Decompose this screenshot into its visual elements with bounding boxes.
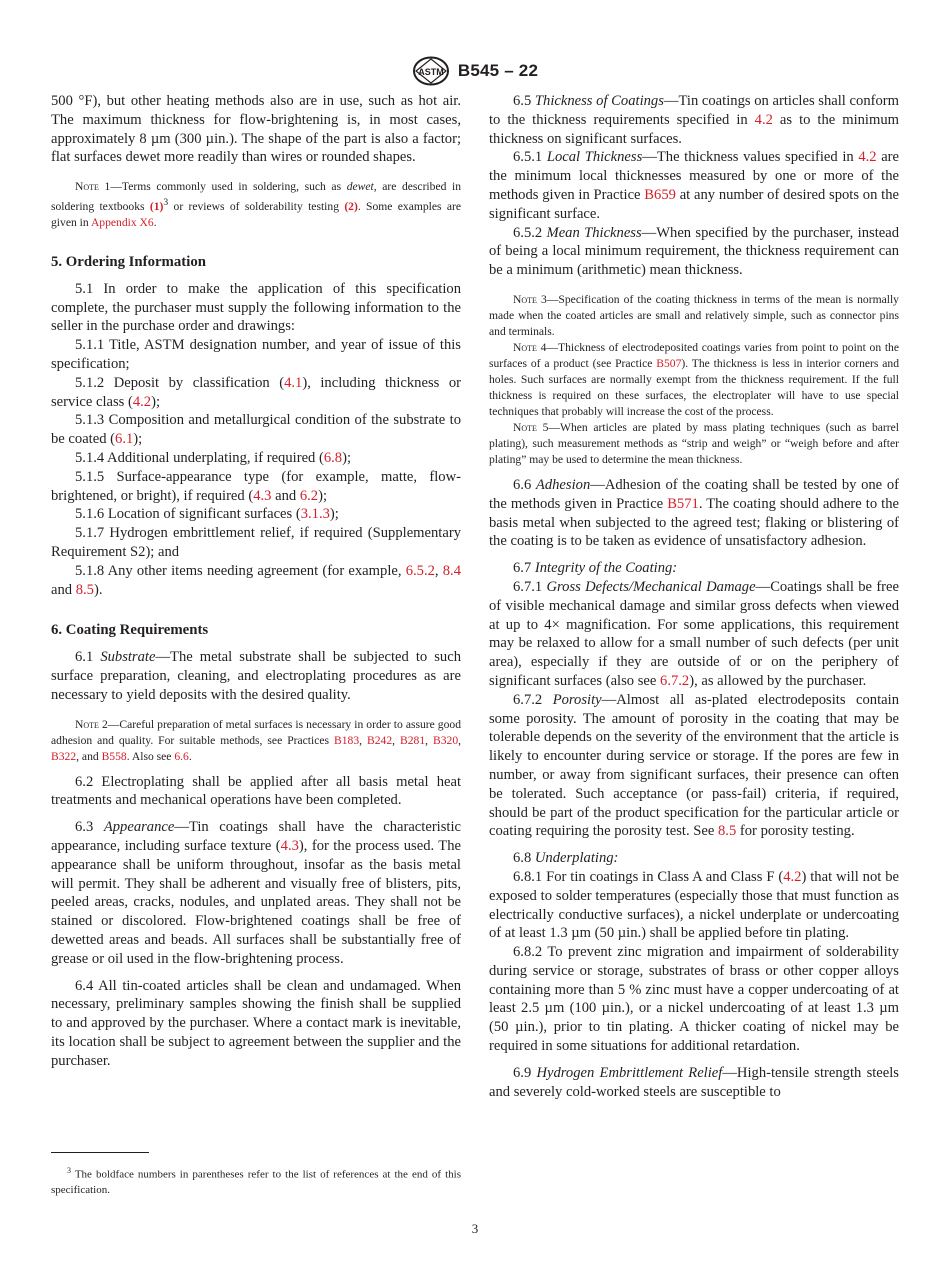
appendix-link[interactable]: Appendix X6 [90, 216, 154, 230]
footnote-divider [51, 1152, 149, 1153]
xref-link[interactable]: 6.5.2 [405, 562, 435, 579]
xref-link[interactable]: 4.2 [132, 393, 152, 410]
note-2: Note 2—Careful preparation of metal surfaces is necessary in order to assure good adhesion and quality. For suitable methods, see Practices B183, B242, B281, B320, B322, and B558. Also see 6.6. [51, 717, 462, 763]
standard-link[interactable]: B507 [656, 356, 682, 370]
xref-link[interactable]: 6.1 [115, 431, 134, 448]
paragraph-continued: 500 °F), but other heating methods also are in use, such as hot air. The maximum thickness for flow-brightening is, in most cases, approximately 8 µm (300 µin.). The shape of the part is also a factor; flat surfaces dewet more readily than wires or rounded shapes. [51, 93, 461, 166]
note-1: Note 1—Terms commonly used in soldering, such as dewet, are described in soldering textbooks $(1)^3$ or reviews of solderability testing (2). Some examples are given in Appendix X6. [51, 180, 462, 230]
page-header [0, 56, 950, 86]
ref-link-2[interactable]: (2) [344, 200, 358, 214]
section-5-title: 5. Ordering Information [51, 254, 206, 271]
para-6-8-2: 6.8.2 To prevent zinc migration and impairment of solderability during service or storage, substrates of brass or other copper alloys containing more than 5 % zinc must have a copper undercoating of at least 2.5 µm (100 µin.), or a nickel undercoating of at least 1.3 µm (50 µin.), prior to tin plating. A thicker coating of nickel may be required in some situations for additional retardation. [489, 944, 899, 1055]
para-6-2: 6.2 Electroplating shall be applied after all basis metal heat treatments and mechanical operations have been completed. [51, 773, 461, 809]
page-number: 3 [471, 1221, 479, 1236]
xref-link[interactable]: 6.6 [174, 749, 189, 763]
standard-link[interactable]: B281 [400, 733, 426, 747]
para-6-4: 6.4 All tin-coated articles shall be clean and undamaged. When necessary, preliminary samples showing the finish shall be supplied to and approved by the purchaser. Where a contact mark is inevitable, its location shall be subject to agreement between the supplier and the purchaser. [51, 977, 461, 1069]
para-6-7: 6.7 Integrity of the Coating: [513, 560, 678, 577]
para-5-1-4: 5.1.4 Additional underplating, if required (6.8); [75, 450, 352, 467]
para-6-7-2: 6.7.2 Porosity—Almost all as-plated electrodeposits contain some porosity. The amount of porosity in the coating that may be tolerable depends on the severity of the environment that the article is likely to encounter during service or storage. If the pores are few in number, or away from significant surfaces, their presence can often be tolerated. Such acceptance (or pass-fail) criteria, if required, should be part of the product specification for the particular article or coating requiring the porosity test. See 8.5 for porosity testing. [489, 691, 899, 840]
para-6-8: 6.8 Underplating: [513, 850, 619, 867]
standard-link[interactable]: B183 [334, 733, 360, 747]
standard-link[interactable]: B322 [51, 749, 77, 763]
para-5-1-1: 5.1.1 Title, ASTM designation number, and year of issue of this specification; [51, 337, 461, 373]
para-6-5-1: 6.5.1 Local Thickness—The thickness values specified in 4.2 are the minimum local thicknesses measured by one or more of the methods given in Practice B659 at any number of desired spots on the significant surface. [489, 149, 900, 222]
xref-link[interactable]: 8.4 [442, 562, 461, 579]
para-6-1: 6.1 Substrate—The metal substrate shall be subjected to such surface preparation, cleaning, and electroplating procedures as are necessary to yield deposits with the desired quality. [51, 649, 462, 703]
xref-link[interactable]: 4.1 [284, 374, 303, 391]
note-4: Note 4—Thickness of electrodeposited coatings varies from point to point on the surfaces of a product (see Practice B507). The thickness is less in interior corners and holes. Such surfaces are normally exempt from the thickness requirement. If the full thickness is required on these surfaces, the electroplater will have to use special techniques that probably will increase the cost of the process. [489, 340, 899, 418]
note-5: Note 5—When articles are plated by mass plating techniques (such as barrel plating), such measurement methods as “strip and weigh” or “weigh before and after plating” may be used to determine the mean thickness. [489, 420, 899, 466]
standard-link[interactable]: B320 [433, 733, 459, 747]
ref-link-1[interactable]: (1) [149, 200, 164, 214]
xref-link[interactable]: 4.2 [754, 111, 773, 128]
para-6-3: 6.3 Appearance—Tin coatings shall have the characteristic appearance, including surface texture (4.3), for the process used. The appearance shall be uniform throughout, insofar as the basis metal will permit. They shall be adherent and visually free of blisters, pits, peeled areas, cracks, nodules, and unplated areas. They shall not be stained or discolored. Flow-brightened coatings shall be free of dewetted areas and beads. All surfaces shall be substantially free of grease or oil used in the flow-brightening process. [51, 819, 462, 967]
xref-link[interactable]: 4.2 [783, 868, 802, 885]
xref-link[interactable]: 4.2 [858, 149, 877, 166]
footnote-3: $^3$ The boldface numbers in parentheses refer to the list of references at the end of this specification. [51, 1166, 461, 1196]
xref-link[interactable]: 6.8 [323, 450, 343, 467]
para-5-1-2: 5.1.2 Deposit by classification (4.1), including thickness or service class (4.2); [51, 374, 461, 410]
standard-link[interactable]: B571 [667, 495, 699, 512]
para-5-1-5: 5.1.5 Surface-appearance type (for example, matte, flow-brightened, or bright), if required (4.3 and 6.2); [51, 468, 461, 504]
para-5-1-6: 5.1.6 Location of significant surfaces (3.1.3); [75, 506, 339, 523]
para-6-9: 6.9 Hydrogen Embrittlement Relief—High-tensile strength steels and severely cold-worked steels are susceptible to [489, 1064, 899, 1100]
para-6-5: 6.5 Thickness of Coatings—Tin coatings on articles shall conform to the thickness requirements specified in 4.2 as to the minimum thickness on significant surfaces. [489, 93, 899, 147]
note-3: Note 3—Specification of the coating thickness in terms of the mean is normally made when the coated articles are small and relatively simple, such as connector pins and terminals. [489, 292, 899, 338]
para-6-7-1: 6.7.1 Gross Defects/Mechanical Damage—Coatings shall be free of visible mechanical damage and similar gross defects when viewed at up to 4× magnification. For some applications, this requirement may be relaxed to allow for a small number of such defects (per unit area), especially if they are outside of or on the periphery of significant surfaces (also see 6.7.2), as allowed by the purchaser. [489, 578, 899, 689]
right-column [489, 92, 899, 1101]
para-6-8-1: 6.8.1 For tin coatings in Class A and Class F (4.2) that will not be exposed to solder temperatures (especially those that must function as electrically conductive surfaces), a nickel underplate or undercoating of at least 1.3 µm (50 µin.) shall be applied before tin plating. [489, 868, 899, 942]
para-5-1-3: 5.1.3 Composition and metallurgical condition of the substrate to be coated (6.1); [51, 412, 461, 448]
xref-link[interactable]: 8.5 [75, 581, 94, 598]
section-6-title: 6. Coating Requirements [51, 622, 209, 639]
astm-logo-icon [412, 56, 450, 86]
xref-link[interactable]: 6.2 [299, 487, 319, 504]
standard-link[interactable]: B242 [367, 733, 393, 747]
xref-link[interactable]: 4.3 [280, 837, 299, 854]
svg-text:ASTM: ASTM [418, 67, 444, 77]
standard-designation: B545 – 22 [457, 61, 539, 80]
xref-link[interactable]: 4.3 [253, 487, 272, 504]
para-6-5-2: 6.5.2 Mean Thickness—When specified by the purchaser, instead of being a local minimum requirement, the thickness requirement can be a minimum (arithmetic) mean thickness. [489, 224, 899, 279]
standard-link[interactable]: B558 [101, 749, 127, 763]
para-5-1-7: 5.1.7 Hydrogen embrittlement relief, if required (Supplementary Requirement S2); and [51, 525, 461, 560]
xref-link[interactable]: 8.5 [718, 823, 737, 840]
left-column [51, 92, 461, 1071]
para-5-1-8: 5.1.8 Any other items needing agreement (for example, 6.5.2, 8.4 and 8.5). [51, 562, 461, 598]
para-6-6: 6.6 Adhesion—Adhesion of the coating shall be tested by one of the methods given in Practice B571. The coating should adhere to the basis metal when subjected to the agreed test; flaking or blistering of the coating is to be taken as evidence of unsatisfactory adhesion. [489, 476, 900, 550]
xref-link[interactable]: 6.7.2 [660, 672, 690, 689]
standard-link[interactable]: B659 [644, 186, 676, 203]
para-5-1: 5.1 In order to make the application of this specification complete, the purchaser must supply the following information to the seller in the purchase order and drawings: [51, 280, 461, 335]
xref-link[interactable]: 3.1.3 [300, 506, 330, 523]
